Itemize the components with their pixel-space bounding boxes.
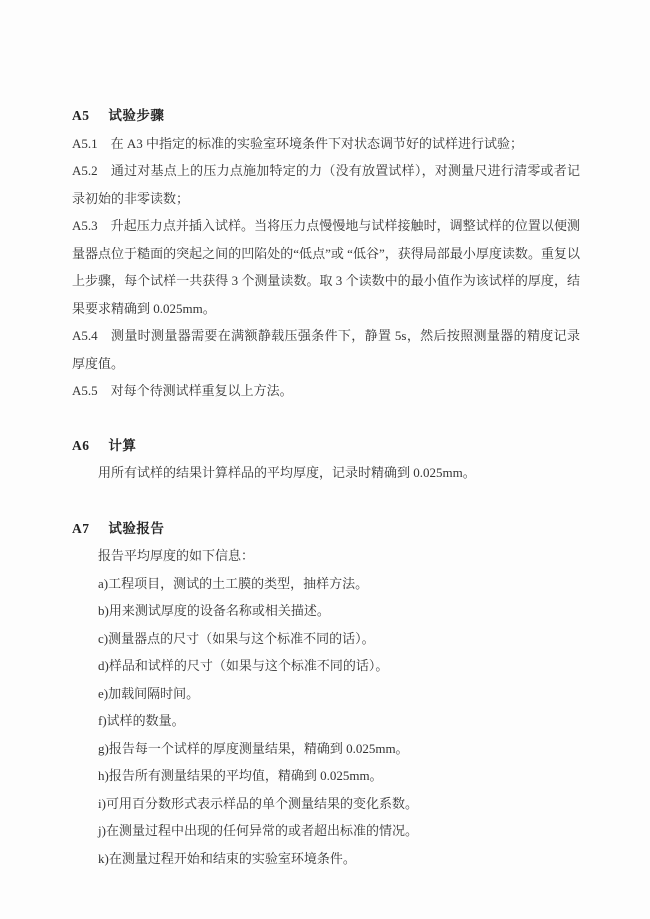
- report-item: c)测量器点的尺寸（如果与这个标准不同的话）。: [98, 630, 375, 646]
- section-a7: [72, 515, 580, 873]
- clause-number: A5.1: [72, 135, 98, 151]
- report-item: f)试样的数量。: [98, 713, 185, 728]
- body-paragraph: 用所有试样的结果计算样品的平均厚度，记录时精确到 0.025mm。: [98, 465, 476, 480]
- report-item: e)加载间隔时间。: [98, 685, 200, 701]
- report-item: a)工程项目，测试的土工膜的类型，抽样方法。: [98, 575, 369, 591]
- section-a5-heading: [72, 102, 580, 130]
- clause-number: A5.3: [72, 218, 98, 233]
- report-item: i)可用百分数形式表示样品的单个测量结果的变化系数。: [98, 795, 418, 811]
- section-number: A5: [72, 108, 90, 123]
- section-title: 试验步骤: [108, 108, 165, 123]
- section-a5: [72, 102, 580, 405]
- clause-number: A5.4: [72, 328, 98, 343]
- clause-paragraph: [72, 322, 580, 377]
- clause-text: 在 A3 中指定的标准的实验室环境条件下对状态调节好的试样进行试验；: [110, 135, 524, 151]
- clause-number: A5.5: [72, 383, 98, 398]
- section-a6-heading: [72, 432, 580, 460]
- report-item: g)报告每一个试样的厚度测量结果，精确到 0.025mm。: [98, 740, 409, 756]
- clause-paragraph: [72, 130, 580, 158]
- report-item: k)在测量过程开始和结束的实验室环境条件。: [98, 850, 356, 866]
- clause-paragraph: [72, 377, 580, 405]
- clause-text: 通过对基点上的压力点施加特定的力（没有放置试样），对测量尺进行清零或者记录初始的非零读数；: [72, 163, 580, 206]
- report-item: j)在测量过程中出现的任何异常的或者超出标准的情况。: [98, 823, 418, 838]
- section-title: 试验报告: [108, 520, 165, 536]
- clause-number: A5.2: [72, 163, 98, 178]
- section-a7-heading: [72, 515, 580, 543]
- clause-text: 测量时测量器需要在满额静载压强条件下，静置 5s，然后按照测量器的精度记录厚度值。: [72, 328, 580, 371]
- section-number: A7: [72, 520, 90, 536]
- section-title: 计算: [108, 437, 137, 453]
- clause-text: 升起压力点并插入试样。当将压力点慢慢地与试样接触时，调整试样的位置以便测量器点位于糙面的突起之间的凹陷处的“低点”或 “低谷”，获得局部最小厚度读数。重复以上步骤，每个试样一共获得 3 个测量读数。取 3 个读数中的最小值作为该试样的厚度，结果要求精确到 0.025mm。: [72, 218, 580, 316]
- section-a6: [72, 432, 580, 487]
- section-number: A6: [72, 437, 90, 453]
- clause-paragraph: [72, 157, 580, 212]
- report-item: h)报告所有测量结果的平均值，精确到 0.025mm。: [98, 768, 383, 783]
- report-intro: 报告平均厚度的如下信息：: [98, 548, 255, 563]
- report-item: b)用来测试厚度的设备名称或相关描述。: [98, 603, 330, 618]
- clause-paragraph: [72, 212, 580, 322]
- clause-text: 对每个待测试样重复以上方法。: [110, 383, 293, 398]
- report-item: d)样品和试样的尺寸（如果与这个标准不同的话）。: [98, 658, 389, 673]
